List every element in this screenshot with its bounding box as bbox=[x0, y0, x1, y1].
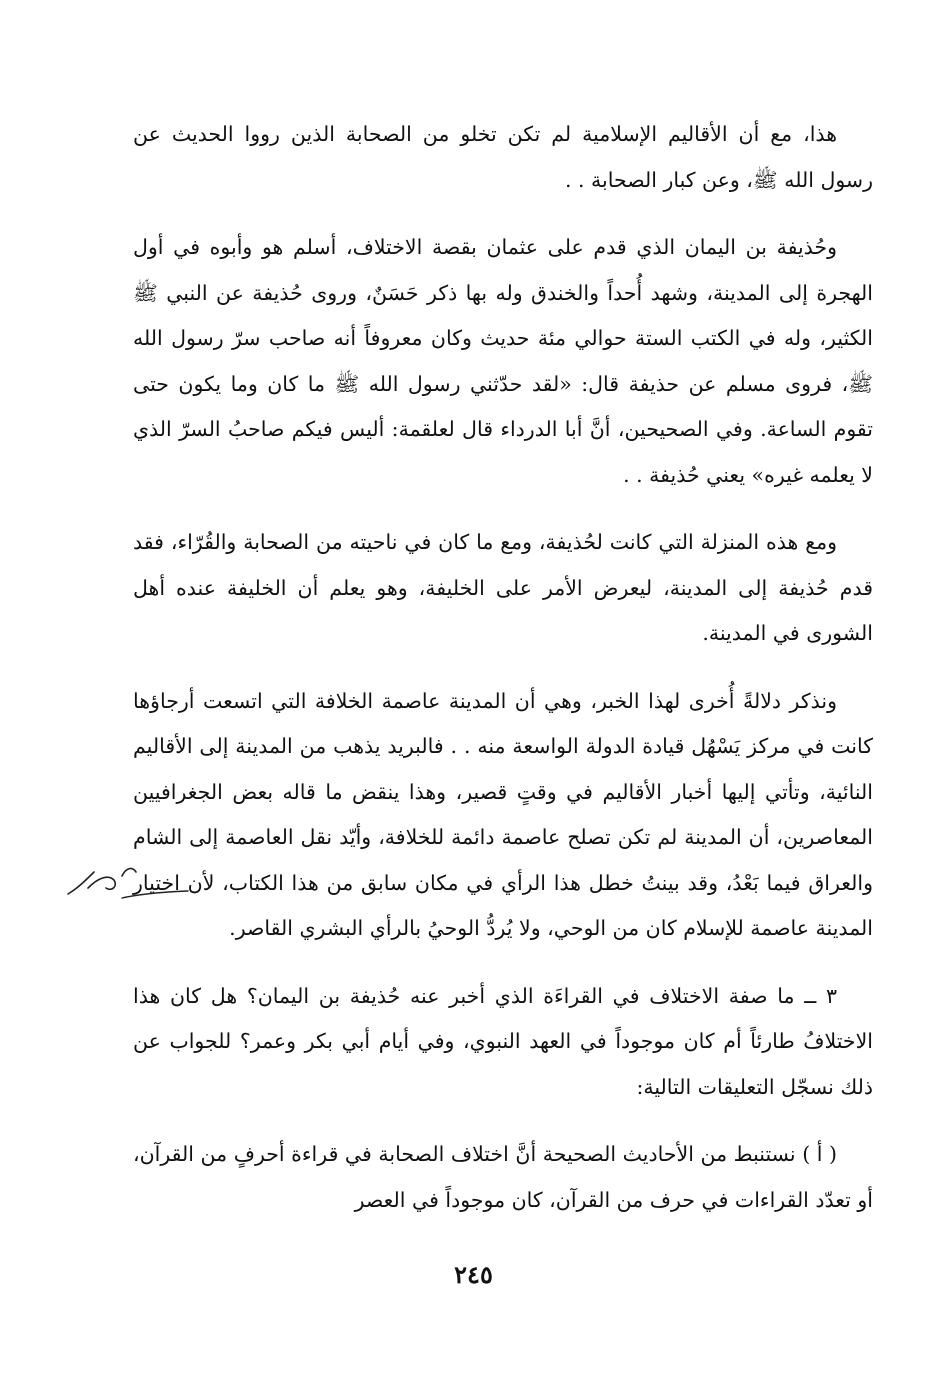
paragraph-5: ٣ ــ ما صفة الاختلاف في القراءَة الذي أخبر عنه حُذيفة بن اليمان؟ هل كان هذا الاختلافُ طارئاً أم كان موجوداً في العهد النبوي، وفي أيام أبي بكر وعمر؟ للجواب عن ذلك نسجّل التعليقات التالية: bbox=[133, 983, 873, 1099]
paragraph-2: وحُذيفة بن اليمان الذي قدم على عثمان بقصة الاختلاف، أسلم هو وأبوه في أول الهجرة إلى المدينة، وشهد أُحداً والخندق وله بها ذكر حَسَنٌ، وروى حُذيفة عن النبي ﷺ الكثير، وله في الكتب الستة حوالي مئة حديث وكان معروفاً أنه صاحب سرّ رسول الله ﷺ، فروى مسلم عن حذيفة قال: «لقد حدّثني رسول الله ﷺ ما كان وما يكون حتى تقوم الساعة. وفي الصحيحين، أنَّ أبا الدرداء قال لعلقمة: أليس فيكم صاحبُ السرّ الذي لا يعلمه غيره» يعني حُذيفة . . bbox=[133, 235, 873, 487]
page-body bbox=[133, 112, 873, 1223]
paragraph-4: ونذكر دلالةً أُخرى لهذا الخبر، وهي أن المدينة عاصمة الخلافة التي اتسعت أرجاؤها كانت في مركز يَسْهُل قيادة الدولة الواسعة منه . . فالبريد يذهب من المدينة إلى الأقاليم النائية، وتأتي إليها أخبار الأقاليم في وقتٍ قصير، وهذا ينقض ما قاله بعض الجغرافيين المعاصرين، أن المدينة لم تكن تصلح عاصمة دائمة للخلافة، وأيّد نقل العاصمة إلى الشام والعراق فيما بَعْدُ، وقد بينتُ خطل هذا الرأي في مكان سابق من هذا الكتاب، لأن اختيار المدينة عاصمة للإسلام كان من الوحي، ولا يُردُّ الوحيُ بالرأي البشري القاصر. bbox=[133, 688, 873, 940]
paragraph-6: ( أ ) نستنبط من الأحاديث الصحيحة أنَّ اختلاف الصحابة في قراءة أحرفٍ من القرآن، أو تعدّد القراءات في حرف من القرآن، كان موجوداً في العصر bbox=[133, 1142, 873, 1212]
paragraph-3: ومع هذه المنزلة التي كانت لحُذيفة، ومع ما كان في ناحيته من الصحابة والقُرّاء، فقد قدم حُذيفة إلى المدينة، ليعرض الأمر على الخليفة، وهو يعلم أن الخليفة عنده أهل الشورى في المدينة. bbox=[133, 530, 873, 645]
page-number: ٢٤٥ bbox=[454, 1260, 493, 1289]
paragraph-1: هذا، مع أن الأقاليم الإسلامية لم تكن تخلو من الصحابة الذين رووا الحديث عن رسول الله ﷺ، وعن كبار الصحابة . . bbox=[133, 122, 873, 192]
handwritten-underline bbox=[120, 888, 190, 902]
